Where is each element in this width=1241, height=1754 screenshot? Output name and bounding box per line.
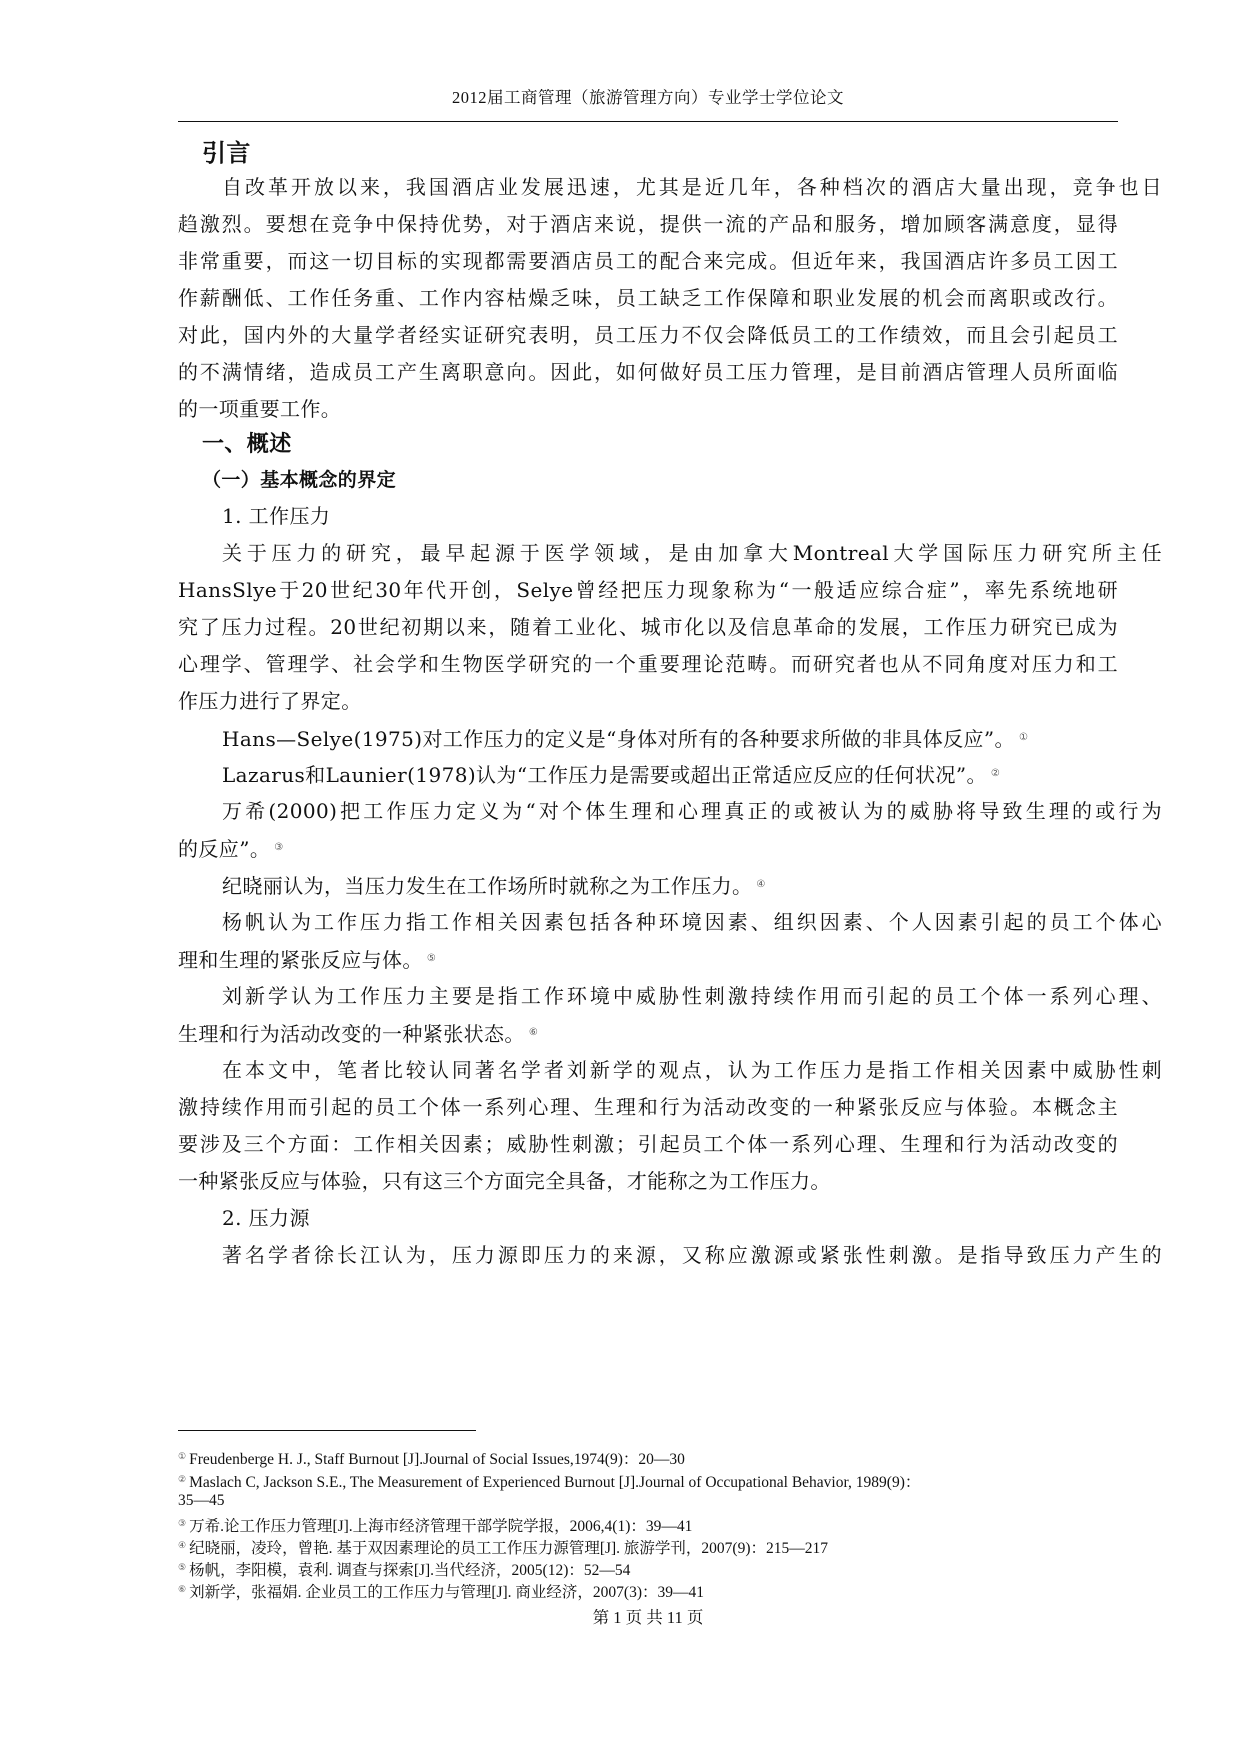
footnote-text: Maslach C, Jackson S.E., The Measurement of Experienced Burnout [J].Journal of Occupational Behavior, 1989(9)： [189, 1474, 921, 1491]
footnote-number: ⑤ [178, 1562, 187, 1572]
footnote-ref: ⑤ [426, 953, 437, 964]
intro-line: 对此，国内外的大量学者经实证研究表明，员工压力不仅会降低员工的工作绩效，而且会引起员工 [178, 323, 1118, 347]
running-header: 2012届工商管理（旅游管理方向）专业学士学位论文 [452, 88, 844, 107]
intro-line: 自改革开放以来，我国酒店业发展迅速，尤其是近几年，各种档次的酒店大量出现，竞争也日 [222, 175, 1162, 199]
body-line: 心理学、管理学、社会学和生物医学研究的一个重要理论范畴。而研究者也从不同角度对压力和工 [178, 652, 1118, 676]
footnote-continuation: 35—45 [178, 1492, 225, 1509]
footnote-ref: ① [1018, 732, 1029, 743]
body-line: 要涉及三个方面：工作相关因素；威胁性刺激；引起员工个体一系列心理、生理和行为活动改变的 [178, 1132, 1118, 1156]
body-line: 作压力进行了界定。 [178, 689, 362, 713]
section-heading: 一、概述 [202, 431, 292, 457]
quote-text: Lazarus和Launier(1978)认为“工作压力是需要或超出正常适应反应的任何状况”。 [222, 763, 987, 787]
subsection-heading: （一）基本概念的界定 [202, 469, 397, 491]
footnote-number: ⑥ [178, 1584, 187, 1594]
body-line: HansSlye于20世纪30年代开创，Selye曾经把压力现象称为“一般适应综合症”，率先系统地研 [178, 578, 1118, 602]
quote-line: 万希(2000)把工作压力定义为“对个体生理和心理真正的或被认为的威胁将导致生理的或行为 [222, 799, 1162, 823]
footnote-number: ③ [178, 1518, 187, 1528]
item-heading: 1. 工作压力 [222, 504, 331, 528]
body-line: 关于压力的研究，最早起源于医学领域，是由加拿大Montreal大学国际压力研究所主任 [222, 541, 1162, 565]
quote-text: Hans—Selye(1975)对工作压力的定义是“身体对所有的各种要求所做的非具体反应”。 [222, 727, 1015, 751]
quote-line: 杨帆认为工作压力指工作相关因素包括各种环境因素、组织因素、个人因素引起的员工个体心 [222, 910, 1162, 934]
footnote-ref: ③ [274, 842, 284, 853]
footnote-text: 万希.论工作压力管理[J].上海市经济管理干部学院学报，2006,4(1)：39—41 [189, 1518, 693, 1535]
footnote-number: ④ [178, 1540, 187, 1550]
footnote-text: 刘新学，张福娟. 企业员工的工作压力与管理[J]. 商业经济，2007(3)：39—41 [189, 1584, 705, 1601]
quote-line [178, 761, 1162, 788]
intro-line: 的不满情绪，造成员工产生离职意向。因此，如何做好员工压力管理，是目前酒店管理人员所面临 [178, 360, 1118, 384]
footnote-number: ① [178, 1451, 187, 1461]
footnote-number: ② [178, 1474, 187, 1484]
footnote [178, 1557, 1118, 1581]
footnote [178, 1469, 1118, 1493]
intro-heading: 引言 [202, 138, 251, 167]
footnote [178, 1513, 1118, 1537]
intro-line: 作薪酬低、工作任务重、工作内容枯燥乏味，员工缺乏工作保障和职业发展的机会而离职或改行。 [178, 286, 1118, 310]
quote-line [178, 725, 1162, 752]
footnote-text: 杨帆，李阳模，袁利. 调查与探索[J].当代经济，2005(12)：52—54 [189, 1562, 631, 1579]
header-rule [178, 121, 1118, 122]
quote-line [178, 835, 1118, 862]
intro-line: 趋激烈。要想在竞争中保持优势，对于酒店来说，提供一流的产品和服务，增加顾客满意度，显得 [178, 212, 1118, 236]
page-number: 第 1 页 共 11 页 [592, 1608, 704, 1627]
footnote-ref: ⑥ [528, 1027, 539, 1038]
footnote-text: Freudenberge H. J., Staff Burnout [J].Journal of Social Issues,1974(9)：20—30 [189, 1451, 685, 1468]
quote-line [178, 872, 1162, 899]
footnote-ref: ④ [756, 879, 766, 890]
quote-line [178, 946, 1118, 973]
item-heading: 2. 压力源 [222, 1206, 310, 1230]
footnote-text: 纪晓丽，凌玲，曾艳. 基于双因素理论的员工工作压力源管理[J]. 旅游学刊，2007(9)：215—217 [189, 1540, 829, 1557]
body-line: 一种紧张反应与体验，只有这三个方面完全具备，才能称之为工作压力。 [178, 1169, 831, 1193]
body-line: 激持续作用而引起的员工个体一系列心理、生理和行为活动改变的一种紧张反应与体验。本概念主 [178, 1095, 1118, 1119]
footnote [178, 1535, 1118, 1559]
footnote [178, 1446, 1118, 1470]
intro-line: 的一项重要工作。 [178, 397, 342, 421]
intro-line: 非常重要，而这一切目标的实现都需要酒店员工的配合来完成。但近年来，我国酒店许多员工因工 [178, 249, 1118, 273]
body-line: 究了压力过程。20世纪初期以来，随着工业化、城市化以及信息革命的发展，工作压力研究已成为 [178, 615, 1118, 639]
quote-line [178, 1020, 1118, 1047]
footnote-ref: ② [990, 768, 1001, 779]
quote-text: 的反应”。 [178, 837, 271, 861]
quote-text: 生理和行为活动改变的一种紧张状态。 [178, 1022, 525, 1046]
quote-line: 刘新学认为工作压力主要是指工作环境中威胁性刺激持续作用而引起的员工个体一系列心理、 [222, 984, 1162, 1008]
footnote-rule [178, 1430, 476, 1431]
body-line: 在本文中，笔者比较认同著名学者刘新学的观点，认为工作压力是指工作相关因素中威胁性刺 [222, 1058, 1162, 1082]
body-line: 著名学者徐长江认为，压力源即压力的来源，又称应激源或紧张性刺激。是指导致压力产生的 [222, 1243, 1162, 1267]
footnote [178, 1579, 1118, 1603]
quote-text: 纪晓丽认为，当压力发生在工作场所时就称之为工作压力。 [222, 874, 753, 898]
quote-text: 理和生理的紧张反应与体。 [178, 948, 423, 972]
